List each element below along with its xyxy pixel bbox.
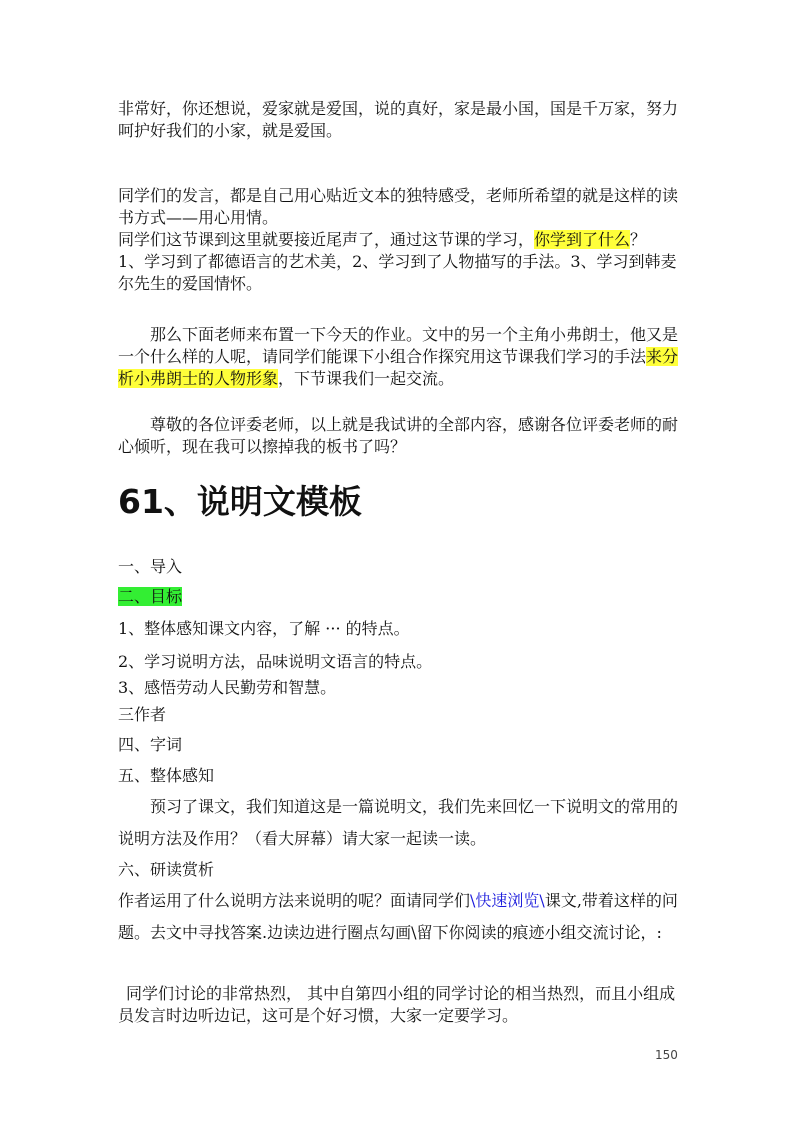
outline-goals [118,586,182,608]
paragraph-lesson-ending [118,229,688,251]
highlight-what-learned: 你学到了什么 [534,230,631,249]
outline-vocabulary: 四、字词 [118,735,183,754]
lesson-ending-text: 同学们这节课到这里就要接近尾声了，通过这节课的学习， [118,230,535,249]
paragraph-homework [118,324,688,390]
section-heading: 61、说明文模板 [118,482,362,521]
outline-author: 三作者 [118,705,167,724]
reading-task-text-end: 课文,带着这样的问题。去文中寻找答案.边读边进行圈点勾画\留下你阅读的痕迹小组交流讨论，: [118,891,678,942]
goal-item-3: 3、感悟劳动人民勤劳和智慧。 [118,678,337,697]
highlight-character-analysis: 来分析小弗朗士的人物形象 [118,347,679,388]
paragraph-love-home-country: 非常好，你还想说，爱家就是爱国，说的真好，家是最小国，国是千万家，努力呵护好我们的小家，就是爱国。 [118,99,679,140]
paragraph-student-feedback: 同学们的发言，都是自己用心贴近文本的独特感受，老师所希望的就是这样的读书方式——用心用情。 [118,186,679,227]
paragraph-preview-review: 预习了课文，我们知道这是一篇说明文，我们先来回忆一下说明文的常用的说明方法及作用？（看大屏幕）请大家一起读一读。 [118,797,679,848]
goal-item-2: 2、学习说明方法，品味说明文语言的特点。 [118,652,433,671]
reading-task-text: 作者运用了什么说明方法来说明的呢？面请同学们 [118,891,471,910]
page-number: 150 [655,1048,678,1062]
paragraph-group-discussion: 同学们讨论的非常热烈， 其中自第四小组的同学讨论的相当热烈，而且小组成员发言时边听边记，这可是个好习惯，大家一定要学习。 [118,984,676,1025]
paragraph-learning-summary: 1、学习到了都德语言的艺术美，2、学习到了人物描写的手法。3、学习到韩麦尔先生的爱国情怀。 [118,252,677,293]
paragraph-reading-task [118,885,688,949]
quick-browse-link[interactable]: \快速浏览\ [470,891,545,910]
paragraph-closing-remarks: 尊敬的各位评委老师，以上就是我试讲的全部内容，感谢各位评委老师的耐心倾听，现在我可以擦掉我的板书了吗？ [118,415,679,456]
outline-close-reading: 六、研读赏析 [118,860,215,879]
homework-text: 那么下面老师来布置一下今天的作业。文中的另一个主角小弗朗士，他又是一个什么样的人呢，请同学们能课下小组合作探究用这节课我们学习的手法 [118,325,679,366]
outline-overall-perception: 五、整体感知 [118,766,215,785]
homework-text-end: ，下节课我们一起交流。 [278,369,455,388]
lesson-ending-mark: ？ [630,230,647,249]
highlight-goals: 二、目标 [118,587,183,606]
outline-intro: 一、导入 [118,557,183,576]
goal-item-1: 1、整体感知课文内容，了解 ··· 的特点。 [118,619,410,638]
